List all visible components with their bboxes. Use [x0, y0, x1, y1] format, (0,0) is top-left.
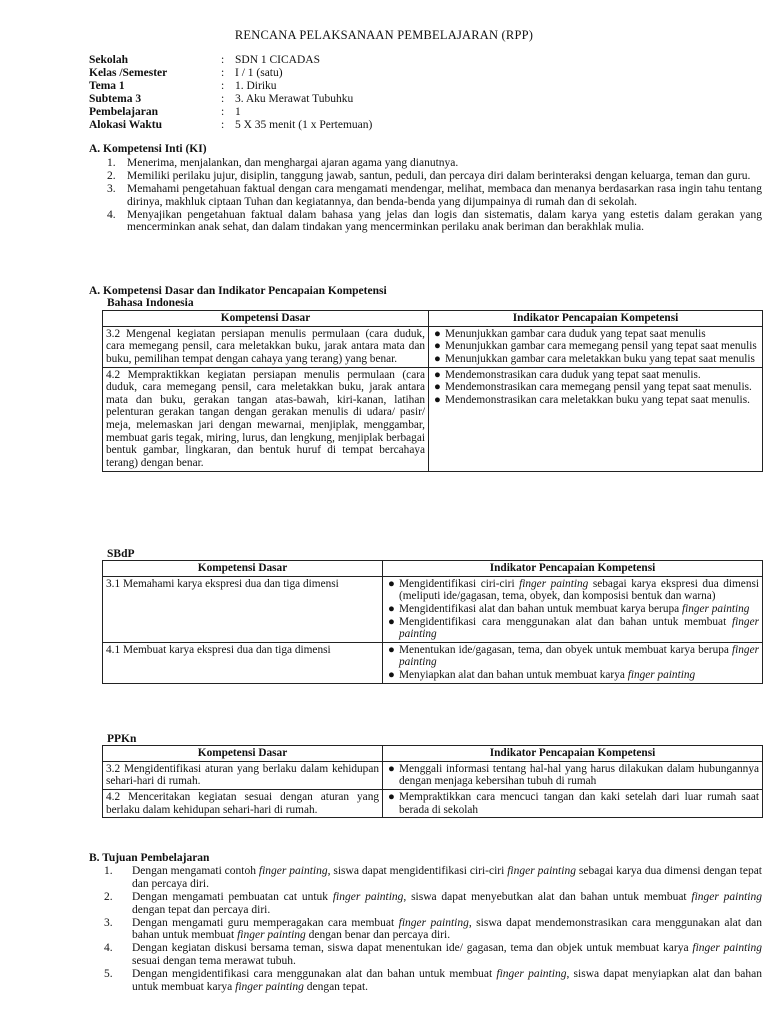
- indicator-list: [386, 644, 759, 682]
- table-row: [103, 326, 763, 367]
- tujuan-text: , siswa dapat mendemonstrasikan cara menggunakan alat dan bahan untuk membuat: [132, 916, 762, 942]
- col-header-kd: Kompetensi Dasar: [103, 311, 429, 327]
- tujuan-text: sesuai dengan tema merawat tubuh.: [132, 955, 296, 968]
- indicator-text: Mengidentifikasi cara menggunakan alat dan bahan untuk membuat: [399, 615, 732, 628]
- sbdp-table: [102, 560, 763, 684]
- table-header-row: [103, 311, 763, 327]
- bullet-icon: ●: [388, 577, 395, 590]
- indicator-emphasis: finger painting: [519, 577, 589, 590]
- identity-row: [89, 119, 372, 132]
- indicator-list: [386, 578, 759, 641]
- indicator-text: Mengidentifikasi ciri-ciri: [399, 577, 520, 590]
- indicator-text: Menunjukkan gambar cara meletakkan buku yang tepat saat menulis: [445, 352, 755, 365]
- indicator-emphasis: finger painting: [627, 669, 696, 682]
- identity-label: Subtema 3: [89, 93, 142, 105]
- item-number: 1.: [107, 157, 116, 169]
- subject-bi-heading: Bahasa Indonesia: [107, 297, 194, 309]
- ki-item-text: Menerima, menjalankan, dan menghargai ajaran agama yang dianutnya.: [127, 157, 459, 169]
- col-header-kd: Kompetensi Dasar: [103, 561, 383, 577]
- indicator-item: [386, 669, 759, 682]
- identity-value: 1: [235, 106, 241, 118]
- table-row: [103, 642, 763, 683]
- colon: :: [221, 67, 225, 79]
- table-row: [103, 761, 763, 789]
- identity-table: [89, 54, 372, 132]
- kd-cell: 4.2 Menceritakan kegiatan sesuai dengan aturan yang berlaku dalam kehidupan sehari-hari di rumah.: [103, 789, 383, 817]
- identity-label: Tema 1: [89, 80, 125, 92]
- bullet-icon: ●: [434, 340, 441, 353]
- indicator-item: [386, 763, 759, 788]
- tujuan-emphasis: finger painting: [332, 890, 404, 903]
- indicator-item: [386, 644, 759, 669]
- bullet-icon: ●: [434, 368, 441, 381]
- bullet-icon: ●: [388, 643, 395, 656]
- tujuan-item: [100, 942, 762, 968]
- bullet-icon: ●: [434, 327, 441, 340]
- indicator-item: [386, 791, 759, 816]
- tujuan-text: , siswa dapat menyebutkan alat dan bahan untuk membuat: [403, 890, 692, 903]
- indicator-item: [432, 381, 759, 394]
- table-row: [103, 789, 763, 817]
- identity-value: 3. Aku Merawat Tubuhku: [235, 93, 354, 105]
- bullet-icon: ●: [388, 669, 395, 682]
- tujuan-text: dengan tepat dan percaya diri.: [132, 903, 271, 916]
- tujuan-text: Dengan kegiatan diskusi bersama teman, siswa dapat menentukan ide/ gagasan, tema dan objek untuk membuat karya: [132, 942, 693, 955]
- table-row: [103, 367, 763, 471]
- tujuan-text: , siswa dapat menyiapkan alat dan bahan untuk membuat karya: [132, 968, 763, 993]
- tujuan-emphasis: finger painting: [691, 890, 762, 903]
- indicator-item: [386, 616, 759, 641]
- ki-item: [107, 209, 762, 235]
- bullet-icon: ●: [388, 615, 395, 628]
- indicator-item: [432, 340, 759, 353]
- identity-row: [89, 67, 372, 80]
- col-header-indicator: Indikator Pencapaian Kompetensi: [429, 311, 763, 327]
- item-number: 2.: [107, 169, 116, 182]
- subject-sbdp-heading: SBdP: [107, 548, 135, 560]
- tujuan-item: [100, 968, 762, 994]
- indicator-cell: [429, 326, 763, 367]
- identity-value: SDN 1 CICADAS: [235, 54, 320, 66]
- tujuan-text: Dengan mengidentifikasi cara menggunakan alat dan bahan untuk membuat: [132, 968, 497, 980]
- bullet-icon: ●: [388, 602, 395, 615]
- colon: :: [221, 80, 225, 92]
- tujuan-emphasis: finger painting: [398, 916, 469, 929]
- ki-item-text: Memahami pengetahuan faktual dengan cara mengamati mendengar, melihat, membaca dan menanya berdasarkan rasa ingin tahu tentang dirinya, makhluk ciptaan Tuhan dan kegiatannya, dan benda-benda yang dijumpainya di rumah dan di sekolah.: [127, 182, 762, 208]
- item-number: 3.: [104, 916, 113, 929]
- tujuan-emphasis: finger painting: [237, 929, 306, 942]
- tujuan-text: dengan benar dan percaya diri.: [305, 929, 451, 942]
- indicator-item: [432, 328, 759, 341]
- ki-item: [107, 157, 762, 170]
- identity-label: Kelas /Semester: [89, 67, 168, 79]
- tujuan-emphasis: finger painting: [507, 865, 576, 877]
- indicator-cell: [383, 642, 763, 683]
- indicator-text: Menunjukkan gambar cara duduk yang tepat saat menulis: [445, 327, 706, 340]
- indicator-list: [386, 791, 759, 816]
- tujuan-emphasis: finger painting: [235, 980, 304, 993]
- indicator-item: [386, 578, 759, 603]
- indicator-emphasis: finger painting: [681, 602, 750, 615]
- bullet-icon: ●: [434, 393, 441, 406]
- kd-cell: 4.2 Mempraktikkan kegiatan persiapan menulis permulaan (cara duduk, cara memegang pensil, cara meletakkan buku, jarak antara mata dan buku, gerakan tangan atas-bawah, kiri-kanan, latihan pelenturan gerakan tangan dengan gerakan menulis di udara/ pasir/ meja, melemaskan jari dengan mewarnai, menjiplak, menggambar, membuat garis tegak, miring, lurus, dan lengkung, menjiplak berbagai bentuk gambar, lingkaran, dan bentuk huruf di tempat bercahaya terang) dengan benar.: [103, 367, 429, 471]
- tujuan-text: Dengan mengamati contoh: [132, 865, 259, 877]
- tujuan-text: dengan tepat.: [303, 980, 369, 993]
- indicator-emphasis: finger painting: [399, 643, 759, 669]
- indicator-list: [432, 328, 759, 366]
- bullet-icon: ●: [434, 352, 441, 365]
- item-number: 3.: [107, 182, 116, 195]
- identity-label: Sekolah: [89, 54, 128, 66]
- colon: :: [221, 119, 225, 131]
- tujuan-item: [100, 917, 762, 943]
- col-header-indicator: Indikator Pencapaian Kompetensi: [383, 746, 763, 762]
- subject-ppkn-heading: PPKn: [107, 733, 137, 745]
- identity-row: [89, 54, 372, 67]
- ki-item: [107, 183, 762, 209]
- indicator-text: Mengidentifikasi alat dan bahan untuk membuat karya berupa: [399, 602, 682, 615]
- identity-label: Pembelajaran: [89, 106, 158, 118]
- identity-value: 5 X 35 menit (1 x Pertemuan): [235, 119, 373, 131]
- colon: :: [221, 93, 225, 105]
- tujuan-text: sebagai karya dua dimensi dengan tepat dan percaya diri.: [132, 865, 762, 890]
- tujuan-text: Dengan mengamati pembuatan cat untuk: [132, 890, 333, 903]
- kd-cell: 4.1 Membuat karya ekspresi dua dan tiga dimensi: [103, 642, 383, 683]
- tujuan-emphasis: finger painting: [258, 865, 328, 877]
- identity-value: I / 1 (satu): [235, 67, 283, 79]
- indicator-list: [386, 763, 759, 788]
- indicator-text: Menggali informasi tentang hal-hal yang harus dilakukan dalam hubungannya dengan menjaga kebersihan tubuh di rumah: [399, 762, 759, 788]
- bi-table: [102, 310, 763, 472]
- tujuan-text: Dengan mengamati guru memperagakan cara membuat: [132, 916, 399, 929]
- indicator-text: Menunjukkan gambar cara memegang pensil yang tepat saat menulis: [445, 340, 757, 353]
- col-header-indicator: Indikator Pencapaian Kompetensi: [383, 561, 763, 577]
- indicator-cell: [383, 789, 763, 817]
- ppkn-table: [102, 745, 763, 818]
- ki-item-text: Menyajikan pengetahuan faktual dalam bahasa yang jelas dan logis dan sistematis, dalam karya yang estetis dalam gerakan yang mencerminkan anak sehat, dan dalam tindakan yang mencerminkan perilaku anak beriman dan berakhlak mulia.: [127, 208, 762, 234]
- table-row: [103, 576, 763, 642]
- indicator-text: Mendemonstrasikan cara duduk yang tepat saat menulis.: [445, 368, 701, 381]
- indicator-item: [432, 394, 759, 407]
- indicator-text: Mendemonstrasikan cara meletakkan buku yang tepat saat menulis.: [445, 393, 750, 406]
- bullet-icon: ●: [388, 790, 395, 803]
- ki-item-text: Memiliki perilaku jujur, disiplin, tanggung jawab, santun, peduli, dan percaya diri dalam berinteraksi dengan keluarga, teman dan guru.: [127, 169, 751, 182]
- indicator-text: Mendemonstrasikan cara memegang pensil yang tepat saat menulis.: [445, 381, 752, 394]
- identity-row: [89, 80, 372, 93]
- tujuan-item: [100, 865, 762, 891]
- kd-cell: 3.2 Mengidentifikasi aturan yang berlaku dalam kehidupan sehari-hari di rumah.: [103, 761, 383, 789]
- indicator-list: [432, 369, 759, 407]
- ki-heading: A. Kompetensi Inti (KI): [89, 143, 207, 155]
- bullet-icon: ●: [434, 381, 441, 394]
- kd-heading: A. Kompetensi Dasar dan Indikator Pencapaian Kompetensi: [89, 285, 387, 297]
- indicator-text: Menentukan ide/gagasan, tema, dan obyek untuk membuat karya berupa: [399, 643, 732, 656]
- identity-value: 1. Diriku: [235, 80, 277, 92]
- indicator-item: [432, 369, 759, 382]
- table-header-row: [103, 746, 763, 762]
- indicator-text: Mempraktikkan cara mencuci tangan dan kaki setelah dari luar rumah saat berada di sekolah: [399, 790, 759, 816]
- indicator-text: Menyiapkan alat dan bahan untuk membuat karya: [399, 669, 628, 682]
- colon: :: [221, 54, 225, 66]
- identity-label: Alokasi Waktu: [89, 119, 162, 131]
- tujuan-item: [100, 891, 762, 917]
- tujuan-heading: B. Tujuan Pembelajaran: [89, 852, 210, 864]
- indicator-cell: [383, 761, 763, 789]
- indicator-cell: [429, 367, 763, 471]
- ki-list: [107, 157, 762, 234]
- tujuan-emphasis: finger painting: [496, 968, 567, 980]
- item-number: 4.: [104, 942, 113, 955]
- tujuan-list: [100, 865, 762, 994]
- kd-cell: 3.2 Mengenal kegiatan persiapan menulis permulaan (cara duduk, cara memegang pensil, cara meletakkan buku, jarak antara mata dan buku, pemilihan tempat dengan cahaya yang terang) yang benar.: [103, 326, 429, 367]
- indicator-item: [386, 603, 759, 616]
- identity-row: [89, 106, 372, 119]
- tujuan-emphasis: finger painting: [692, 942, 762, 955]
- item-number: 1.: [104, 865, 113, 877]
- item-number: 5.: [104, 968, 113, 980]
- colon: :: [221, 106, 225, 118]
- item-number: 4.: [107, 208, 116, 221]
- ki-item: [107, 170, 762, 183]
- col-header-kd: Kompetensi Dasar: [103, 746, 383, 762]
- item-number: 2.: [104, 890, 113, 903]
- identity-row: [89, 93, 372, 106]
- bullet-icon: ●: [388, 762, 395, 775]
- indicator-emphasis: finger painting: [399, 615, 759, 641]
- document-title: RENCANA PELAKSANAAN PEMBELAJARAN (RPP): [234, 28, 534, 42]
- indicator-item: [432, 353, 759, 366]
- kd-cell: 3.1 Memahami karya ekspresi dua dan tiga dimensi: [103, 576, 383, 642]
- indicator-cell: [383, 576, 763, 642]
- indicator-text: sebagai karya ekspresi dua dimensi (meliputi ide/gagasan, tema, obyek, dan komposisi bentuk dan warna): [399, 577, 760, 603]
- table-header-row: [103, 561, 763, 577]
- tujuan-text: , siswa dapat mengidentifikasi ciri-ciri: [327, 865, 508, 877]
